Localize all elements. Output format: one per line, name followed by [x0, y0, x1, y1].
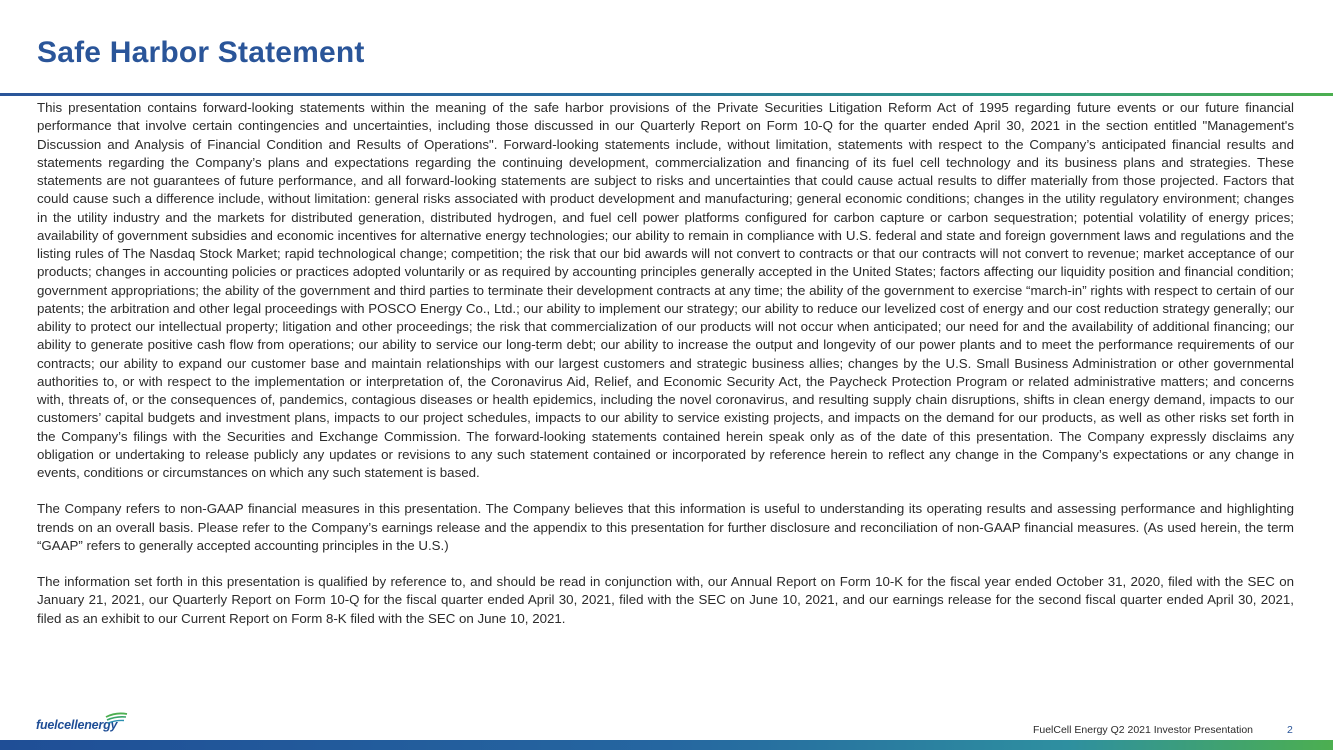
- bottom-brand-band: [0, 740, 1333, 750]
- disclaimer-body: [37, 99, 1294, 646]
- paragraph-non-gaap: The Company refers to non-GAAP financial measures in this presentation. The Company believes that this information is useful to understanding its operating results and assessing performance and highlighting trends on an overall basis. Please refer to the Company’s earnings release and the appendix to this presentation for further disclosure and reconciliation of non-GAAP financial measures. (As used herein, the term “GAAP” refers to generally accepted accounting principles in the U.S.): [37, 501, 1294, 553]
- footer-caption: FuelCell Energy Q2 2021 Investor Presentation: [1032, 724, 1253, 736]
- logo-wordmark: fuelcellenergy: [36, 718, 118, 732]
- company-logo: [36, 712, 136, 736]
- page-title: Safe Harbor Statement: [37, 36, 365, 69]
- paragraph-forward-looking: This presentation contains forward-looking statements within the meaning of the safe harbor provisions of the Private Securities Litigation Reform Act of 1995 regarding future events or our future financial performance that involve certain contingencies and uncertainties, including those discussed in our Quarterly Report on Form 10-Q for the quarter ended April 30, 2021 in the section entitled "Management's Discussion and Analysis of Financial Condition and Results of Operations". Forward-looking statements include, without limitation, statements with respect to the Company’s anticipated financial results and statements regarding the Company’s plans and expectations regarding the continuing development, commercialization and financing of its fuel cell technology and its business plans and strategies. These statements are not guarantees of future performance, and all forward-looking statements are subject to risks and uncertainties that could cause actual results to differ materially from those projected. Factors that could cause such a difference include, without limitation: general risks associated with product development and manufacturing; general economic conditions; changes in the utility regulatory environment; changes in the utility industry and the markets for distributed generation, distributed hydrogen, and fuel cell power platforms configured for carbon capture or carbon sequestration; potential volatility of energy prices; availability of government subsidies and economic incentives for alternative energy technologies; our ability to remain in compliance with U.S. federal and state and foreign government laws and regulations and the listing rules of The Nasdaq Stock Market; rapid technological change; competition; the risk that our bid awards will not convert to contracts or that our contracts will not convert to revenue; market acceptance of our products; changes in accounting policies or practices adopted voluntarily or as required by accounting principles generally accepted in the United States; factors affecting our liquidity position and financial condition; government appropriations; the ability of the government and third parties to terminate their development contracts at any time; the ability of the government to exercise “march-in” rights with respect to certain of our patents; the arbitration and other legal proceedings with POSCO Energy Co., Ltd.; our ability to implement our strategy; our ability to reduce our levelized cost of energy and our cost reduction strategy generally; our ability to protect our intellectual property; litigation and other proceedings; the risk that commercialization of our products will not occur when anticipated; our need for and the availability of additional financing; our ability to generate positive cash flow from operations; our ability to service our long-term debt; our ability to increase the output and longevity of our power plants and to meet the performance requirements of our contracts; our ability to expand our customer base and maintain relationships with our largest customers and strategic business allies; changes by the U.S. Small Business Administration or other governmental authorities to, or with respect to the implementation or interpretation of, the Coronavirus Aid, Relief, and Economic Security Act, the Paycheck Protection Program or related administrative matters; and concerns with, threats of, or the consequences of, pandemics, contagious diseases or health epidemics, including the novel coronavirus, and resulting supply chain disruptions, shifts in clean energy demand, impacts to our customers’ capital budgets and investment plans, impacts to our project schedules, impacts to our ability to service existing projects, and impacts on the demand for our products, as well as other risks set forth in the Company’s filings with the Securities and Exchange Commission. The forward-looking statements contained herein speak only as of the date of this presentation. The Company expressly disclaims any obligation or undertaking to release publicly any updates or revisions to any such statement contained or incorporated by reference herein to reflect any change in the Company’s expectations or any change in events, conditions or circumstances on which any such statement is based.: [37, 100, 1294, 480]
- wind-swoosh-icon: [104, 712, 128, 726]
- paragraph-qualification: The information set forth in this presentation is qualified by reference to, and should be read in conjunction with, our Annual Report on Form 10-K for the fiscal year ended October 31, 2020, filed with the SEC on January 21, 2021, our Quarterly Report on Form 10-Q for the fiscal quarter ended April 30, 2021, filed with the SEC on June 10, 2021, and our earnings release for the second fiscal quarter ended April 30, 2021, filed as an exhibit to our Current Report on Form 8-K filed with the SEC on June 10, 2021.: [37, 574, 1294, 626]
- title-divider: [0, 93, 1333, 96]
- page-number: 2: [1287, 724, 1293, 736]
